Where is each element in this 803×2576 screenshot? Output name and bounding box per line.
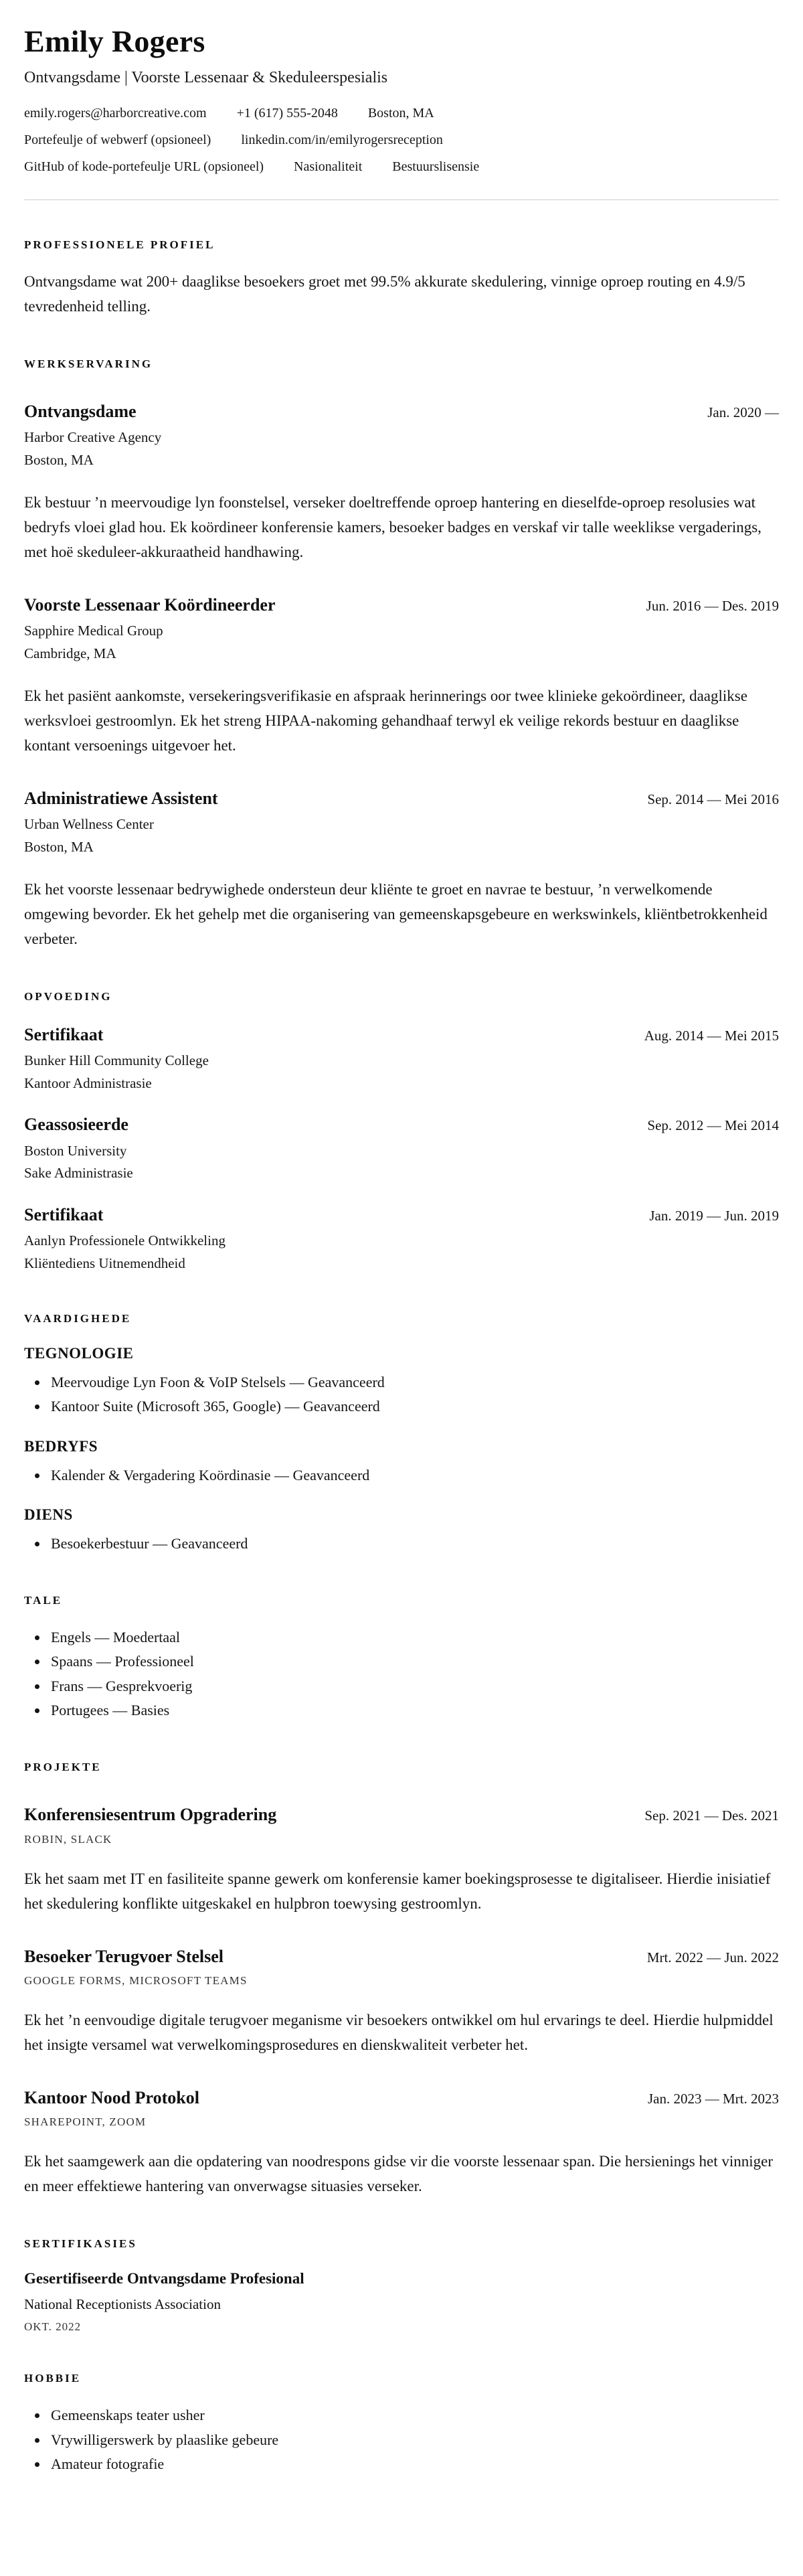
education-entry-head	[24, 1024, 779, 1046]
job-description: Ek het pasiënt aankomste, versekeringsverifikasie en afspraak herinnerings oor twee klinieke gekoördineer, daaglikse werksvloei gestroomlyn. Ek het streng HIPAA-nakoming gehandhaaf terwyl ek veilige rekords bestuur en daaglikse kontant versoenings uitgevoer het.	[24, 688, 747, 754]
section-label-education: OPVOEDING	[24, 989, 112, 1003]
job-entry	[24, 788, 779, 952]
job-title: Administratiewe Assistent	[24, 788, 218, 808]
skill-item: • Besoekerbestuur — Geavanceerd	[48, 1532, 779, 1556]
job-description: Ek het voorste lessenaar bedrywighede ondersteun deur kliënte te groet en navrae te bestuur, ’n verwelkomende omgewing bevorder. Ek het gehelp met die organisering van gemeenskapsgebeure en werkswinkels, kliëntbetrokkenheid verbeter.	[24, 881, 768, 947]
skill-item: • Kalender & Vergadering Koördinasie — Geavanceerd	[48, 1463, 779, 1487]
education-school: Aanlyn Professionele Ontwikkeling	[24, 1232, 226, 1249]
job-location: Boston, MA	[24, 838, 94, 855]
project-tools: ROBIN, SLACK	[24, 1832, 112, 1846]
section-label-certifications: SERTIFIKASIES	[24, 2237, 137, 2251]
language-item: • Portugees — Basies	[48, 1698, 779, 1722]
job-entry	[24, 401, 779, 565]
job-entry-head	[24, 594, 779, 617]
skill-group-heading: BEDRYFS	[24, 1437, 98, 1455]
project-description: Ek het saam met IT en fasiliteite spanne gewerk om konferensie kamer boekingsprosesse te digitaliseer. Hierdie inisiatief het skedulering konflikte uitgeskakel en hulpbron toewysing gestroomlyn.	[24, 1870, 771, 1912]
hobby-item: • Gemeenskaps teater usher	[48, 2403, 779, 2427]
education-field: Kantoor Administrasie	[24, 1074, 152, 1091]
hobby-item: • Amateur fotografie	[48, 2452, 779, 2476]
contact-linkedin: linkedin.com/in/emilyrogersreception	[241, 133, 443, 148]
skill-group-technology	[24, 1344, 779, 1419]
job-company: Urban Wellness Center	[24, 816, 154, 833]
language-item: • Frans — Gesprekvoerig	[48, 1674, 779, 1698]
section-projects	[24, 1760, 779, 2199]
section-profile	[24, 238, 779, 319]
section-label-skills: VAARDIGHEDE	[24, 1312, 132, 1325]
project-entry-head	[24, 2087, 779, 2109]
job-entry	[24, 594, 779, 758]
job-dates: Jun. 2016 — Des. 2019	[646, 597, 779, 614]
contact-nationality: Nasionaliteit	[294, 159, 363, 175]
contact-block	[24, 104, 779, 175]
section-label-languages: TALE	[24, 1594, 63, 1607]
section-label-projects: PROJEKTE	[24, 1761, 102, 1774]
project-entry	[24, 1804, 779, 1916]
education-title: Sertifikaat	[24, 1204, 104, 1224]
contact-row	[24, 131, 779, 149]
candidate-title: Ontvangsdame | Voorste Lessenaar & Skeduleerspesialis	[24, 68, 388, 86]
education-entry	[24, 1204, 779, 1275]
job-company: Harbor Creative Agency	[24, 429, 162, 446]
project-dates: Jan. 2023 — Mrt. 2023	[648, 2090, 779, 2107]
section-languages	[24, 1593, 779, 1722]
education-field: Kliëntediens Uitnemendheid	[24, 1255, 185, 1271]
contact-email: emily.rogers@harborcreative.com	[24, 106, 207, 121]
section-hobbies	[24, 2371, 779, 2476]
contact-row	[24, 104, 779, 122]
education-dates: Sep. 2012 — Mei 2014	[647, 1117, 779, 1134]
project-title: Besoeker Terugvoer Stelsel	[24, 1946, 224, 1966]
certification-entry	[24, 2269, 779, 2334]
section-label-profile: PROFESSIONELE PROFIEL	[24, 238, 215, 252]
contact-phone: +1 (617) 555-2048	[236, 106, 338, 121]
skill-group-service	[24, 1505, 779, 1556]
skill-list	[24, 1370, 779, 1419]
job-company: Sapphire Medical Group	[24, 623, 163, 639]
skill-group-heading: DIENS	[24, 1506, 73, 1523]
education-entry	[24, 1024, 779, 1095]
education-title: Geassosieerde	[24, 1115, 128, 1135]
section-label-hobbies: HOBBIE	[24, 2372, 82, 2385]
certification-date: OKT. 2022	[24, 2320, 82, 2334]
section-education	[24, 989, 779, 1275]
hobby-item: • Vrywilligerswerk by plaaslike gebeure	[48, 2428, 779, 2452]
education-dates: Jan. 2019 — Jun. 2019	[649, 1207, 779, 1224]
section-skills	[24, 1311, 779, 1556]
project-title: Kantoor Nood Protokol	[24, 2087, 199, 2107]
job-location: Cambridge, MA	[24, 645, 116, 661]
project-description: Ek het saamgewerk aan die opdatering van noodrespons gidse vir die voorste lessenaar span. Die hersienings het vinniger en meer effektiewe hantering van onverwagse situasies verseker.	[24, 2153, 774, 2195]
skill-group-business	[24, 1437, 779, 1487]
header-divider	[24, 199, 779, 200]
contact-location: Boston, MA	[367, 106, 434, 121]
education-entry-head	[24, 1204, 779, 1226]
skill-item: • Kantoor Suite (Microsoft 365, Google) — Geavanceerd	[48, 1394, 779, 1419]
contact-portfolio: Portefeulje of webwerf (opsioneel)	[24, 133, 211, 148]
section-label-experience: WERKSERVARING	[24, 357, 153, 370]
contact-github: GitHub of kode-portefeulje URL (opsioneel)	[24, 159, 264, 175]
education-field: Sake Administrasie	[24, 1165, 133, 1182]
project-tools: GOOGLE FORMS, MICROSOFT TEAMS	[24, 1974, 248, 1988]
job-location: Boston, MA	[24, 451, 94, 468]
education-title: Sertifikaat	[24, 1024, 104, 1044]
section-certifications	[24, 2237, 779, 2334]
job-entry-head	[24, 788, 779, 810]
skill-item: • Meervoudige Lyn Foon & VoIP Stelsels — Geavanceerd	[48, 1370, 779, 1394]
job-dates: Sep. 2014 — Mei 2016	[647, 791, 779, 807]
candidate-name: Emily Rogers	[24, 24, 205, 58]
project-entry-head	[24, 1946, 779, 1968]
section-experience	[24, 357, 779, 952]
language-item: • Engels — Moedertaal	[48, 1625, 779, 1649]
education-school: Bunker Hill Community College	[24, 1052, 209, 1069]
job-dates: Jan. 2020 —	[707, 404, 779, 420]
job-entry-head	[24, 401, 779, 423]
education-school: Boston University	[24, 1142, 127, 1159]
project-dates: Sep. 2021 — Des. 2021	[644, 1807, 779, 1824]
hobby-list	[24, 2403, 779, 2476]
skill-group-heading: TEGNOLOGIE	[24, 1345, 134, 1362]
project-dates: Mrt. 2022 — Jun. 2022	[646, 1949, 779, 1965]
project-title: Konferensiesentrum Opgradering	[24, 1805, 277, 1825]
project-tools: SHAREPOINT, ZOOM	[24, 2115, 147, 2129]
skill-list	[24, 1532, 779, 1556]
profile-text: Ontvangsdame wat 200+ daaglikse besoekers groet met 99.5% akkurate skedulering, vinnige oproep routing en 4.9/5 tevredenheid telling.	[24, 273, 745, 315]
job-title: Ontvangsdame	[24, 401, 137, 421]
certification-organization: National Receptionists Association	[24, 2296, 221, 2312]
job-description: Ek bestuur ’n meervoudige lyn foonstelsel, verseker doeltreffende oproep hantering en dieselfde-oproep resolusies wat bedryfs vloei glad hou. Ek koördineer konferensie kamers, besoeker badges en verskaf vir talle weeklikse vergaderings, met hoë skeduleer-akkuraatheid handhawing.	[24, 494, 762, 560]
education-dates: Aug. 2014 — Mei 2015	[644, 1027, 779, 1044]
project-entry	[24, 1946, 779, 2058]
skill-list	[24, 1463, 779, 1487]
certification-title: Gesertifiseerde Ontvangsdame Profesional	[24, 2270, 304, 2287]
contact-row	[24, 158, 779, 175]
resume-header	[24, 24, 779, 175]
job-title: Voorste Lessenaar Koördineerder	[24, 594, 276, 615]
language-item: • Spaans — Professioneel	[48, 1649, 779, 1674]
project-entry	[24, 2087, 779, 2199]
education-entry	[24, 1114, 779, 1184]
language-list	[24, 1625, 779, 1722]
education-entry-head	[24, 1114, 779, 1136]
contact-drivers-license: Bestuurslisensie	[392, 159, 480, 175]
project-description: Ek het ’n eenvoudige digitale terugvoer meganisme vir besoekers ontwikkel om hul ervarings te deel. Hierdie hulpmiddel het insigte versamel wat verwelkomingsprosedures en dienskwaliteit verbeter het.	[24, 2012, 774, 2054]
project-entry-head	[24, 1804, 779, 1826]
